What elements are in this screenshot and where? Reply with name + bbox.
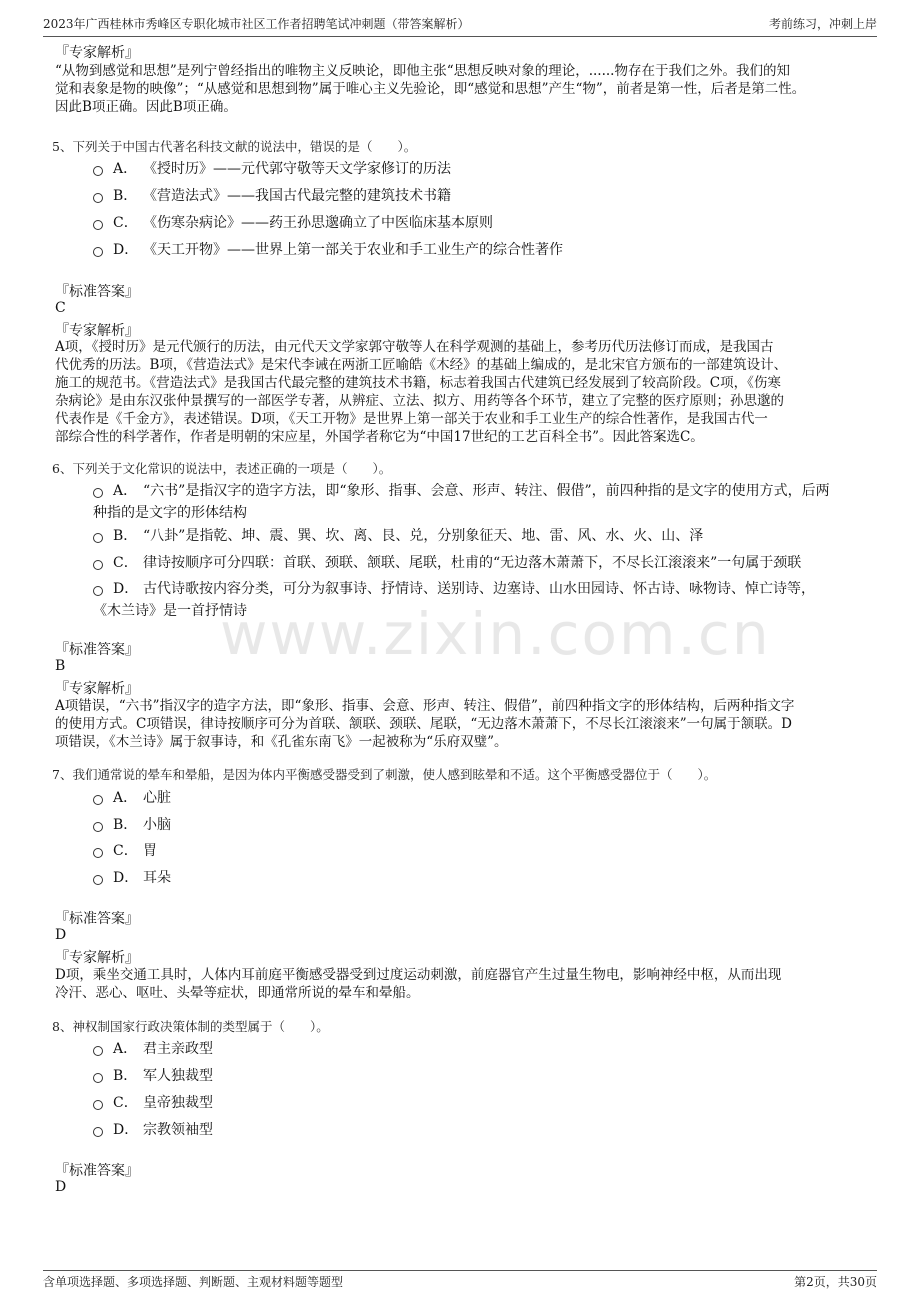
- analysis-line: 觉和表象是物的映像”；“从感觉和思想到物”属于唯心主义先验论，即“感觉和思想”产生“物”，前者是第一性，后者是第二性。: [55, 81, 806, 97]
- radio-icon[interactable]: [93, 220, 103, 230]
- q5-option-a[interactable]: A． 《授时历》——元代郭守敬等天文学家修订的历法: [93, 158, 451, 178]
- analysis-line: A项错误，“六书”指汉字的造字方法，即“象形、指事、会意、形声、转注、假借”，前四种指文字的形体结构，后两种指文字: [55, 698, 795, 714]
- analysis-line: 施工的规范书。《营造法式》是我国古代最完整的建筑技术书籍，标志着我国古代建筑已经发展到了较高阶段。C项，《伤寒: [55, 375, 781, 391]
- radio-icon[interactable]: [93, 875, 103, 885]
- header-slogan: 考前练习，冲刺上岸: [768, 17, 877, 31]
- expert-analysis-label: 『专家解析』: [55, 950, 139, 966]
- q7-answer: D: [55, 927, 67, 943]
- question-7-stem: 7、我们通常说的晕车和晕船，是因为体内平衡感受器受到了刺激，使人感到眩晕和不适。这个平衡感受器位于（ ）。: [52, 767, 717, 782]
- q7-analysis: [55, 966, 875, 1002]
- expert-analysis-label: 『专家解析』: [55, 323, 139, 339]
- radio-icon[interactable]: [93, 822, 103, 832]
- radio-icon[interactable]: [93, 848, 103, 858]
- q5-option-b[interactable]: B． 《营造法式》——我国古代最完整的建筑技术书籍: [93, 185, 451, 205]
- page-number: 第2页，共30页: [794, 1274, 877, 1289]
- q5-option-c[interactable]: C． 《伤寒杂病论》——药王孙思邈确立了中医临床基本原则: [93, 212, 493, 232]
- q6-option-a[interactable]: A． “六书”是指汉字的造字方法，即“象形、指事、会意、形声、转注、假借”，前四种指的是文字的使用方式，后两 种指的是文字的形体结构: [93, 483, 830, 521]
- q6-option-d[interactable]: D． 古代诗歌按内容分类，可分为叙事诗、抒情诗、送别诗、边塞诗、山水田园诗、怀古诗、咏物诗、悼亡诗等， 《木兰诗》是一首抒情诗: [93, 581, 815, 619]
- analysis-line: “从物到感觉和思想”是列宁曾经指出的唯物主义反映论，即他主张“思想反映对象的理论，......物存在于我们之外。我们的知: [55, 63, 790, 79]
- page-header: [43, 12, 877, 37]
- q8-option-b[interactable]: B． 军人独裁型: [93, 1065, 213, 1085]
- standard-answer-label: 『标准答案』: [55, 284, 139, 300]
- q5-option-d[interactable]: D． 《天工开物》——世界上第一部关于农业和手工业生产的综合性著作: [93, 239, 563, 259]
- radio-icon[interactable]: [93, 560, 103, 570]
- header-title: 2023年广西桂林市秀峰区专职化城市社区工作者招聘笔试冲刺题（带答案解析）: [43, 17, 470, 31]
- analysis-line: 项错误，《木兰诗》属于叙事诗，和《孔雀东南飞》一起被称为“乐府双璧”。: [55, 734, 508, 750]
- q7-option-d[interactable]: D． 耳朵: [93, 867, 171, 887]
- standard-answer-label: 『标准答案』: [55, 1163, 139, 1179]
- radio-icon[interactable]: [93, 1046, 103, 1056]
- page-footer: [43, 1270, 877, 1291]
- footer-note: 含单项选择题、多项选择题、判断题、主观材料题等题型: [43, 1274, 344, 1289]
- q8-option-a[interactable]: A． 君主亲政型: [93, 1038, 213, 1058]
- radio-icon[interactable]: [93, 193, 103, 203]
- radio-icon[interactable]: [93, 1073, 103, 1083]
- standard-answer-label: 『标准答案』: [55, 911, 139, 927]
- analysis-line: 的使用方式。C项错误，律诗按顺序可分为首联、颔联、颈联、尾联，“无边落木萧萧下，不尽长江滚滚来”一句属于颔联。D: [55, 716, 792, 732]
- q6-analysis: [55, 697, 875, 751]
- question-5-stem: 5、下列关于中国古代著名科技文献的说法中，错误的是（ ）。: [52, 139, 417, 154]
- analysis-line: 冷汗、恶心、呕吐、头晕等症状，即通常所说的晕车和晕船。: [55, 985, 420, 1001]
- q7-option-c[interactable]: C． 胃: [93, 840, 157, 860]
- radio-icon[interactable]: [93, 533, 103, 543]
- analysis-line: A项，《授时历》是元代颁行的历法，由元代天文学家郭守敬等人在科学观测的基础上，参考历代历法修订而成，是我国古: [55, 339, 774, 355]
- analysis-line: 代优秀的历法。B项，《营造法式》是宋代李诫在两浙工匠喻皓《木经》的基础上编成的，是北宋官方颁布的一部建筑设计、: [55, 357, 788, 373]
- q6-answer: B: [55, 658, 66, 674]
- q7-option-b[interactable]: B． 小脑: [93, 814, 171, 834]
- q5-analysis: [55, 338, 875, 446]
- analysis-line: 部综合性的科学著作，作者是明朝的宋应星，外国学者称它为“中国17世纪的工艺百科全书”。因此答案选C。: [55, 429, 704, 445]
- q8-option-d[interactable]: D． 宗教领袖型: [93, 1119, 213, 1139]
- q4-analysis: [55, 62, 875, 116]
- radio-icon[interactable]: [93, 1100, 103, 1110]
- q8-option-c[interactable]: C． 皇帝独裁型: [93, 1092, 213, 1112]
- radio-icon[interactable]: [93, 1127, 103, 1137]
- q7-option-a[interactable]: A． 心脏: [93, 787, 171, 807]
- analysis-line: 代表作是《千金方》，表述错误。D项，《天工开物》是世界上第一部关于农业和手工业生产的综合性著作，是我国古代一: [55, 411, 768, 427]
- radio-icon[interactable]: [93, 247, 103, 257]
- q8-answer: D: [55, 1179, 67, 1195]
- radio-icon[interactable]: [93, 586, 103, 596]
- radio-icon[interactable]: [93, 166, 103, 176]
- q6-option-b[interactable]: B． “八卦”是指乾、坤、震、巽、坎、离、艮、兑，分别象征天、地、雷、风、水、火、山、泽: [93, 525, 703, 545]
- radio-icon[interactable]: [93, 488, 103, 498]
- radio-icon[interactable]: [93, 795, 103, 805]
- question-6-stem: 6、下列关于文化常识的说法中，表述正确的一项是（ ）。: [52, 461, 392, 476]
- expert-analysis-label: 『专家解析』: [55, 681, 139, 697]
- standard-answer-label: 『标准答案』: [55, 642, 139, 658]
- q5-answer: C: [55, 300, 66, 316]
- analysis-line: 因此B项正确。因此B项正确。: [55, 99, 237, 115]
- analysis-line: D项，乘坐交通工具时，人体内耳前庭平衡感受器受到过度运动刺激，前庭器官产生过量生物电，影响神经中枢，从而出现: [55, 967, 782, 983]
- question-8-stem: 8、神权制国家行政决策体制的类型属于（ ）。: [52, 1019, 329, 1034]
- q6-option-c[interactable]: C． 律诗按顺序可分四联：首联、颈联、颔联、尾联，杜甫的“无边落木萧萧下，不尽长江滚滚来”一句属于颈联: [93, 552, 801, 572]
- analysis-line: 杂病论》是由东汉张仲景撰写的一部医学专著，从辨症、立法、拟方、用药等各个环节，建立了完整的医疗原则；孙思邈的: [55, 393, 784, 409]
- watermark: www.zixin.com.cn: [220, 600, 771, 668]
- expert-analysis-label: 『专家解析』: [55, 45, 139, 61]
